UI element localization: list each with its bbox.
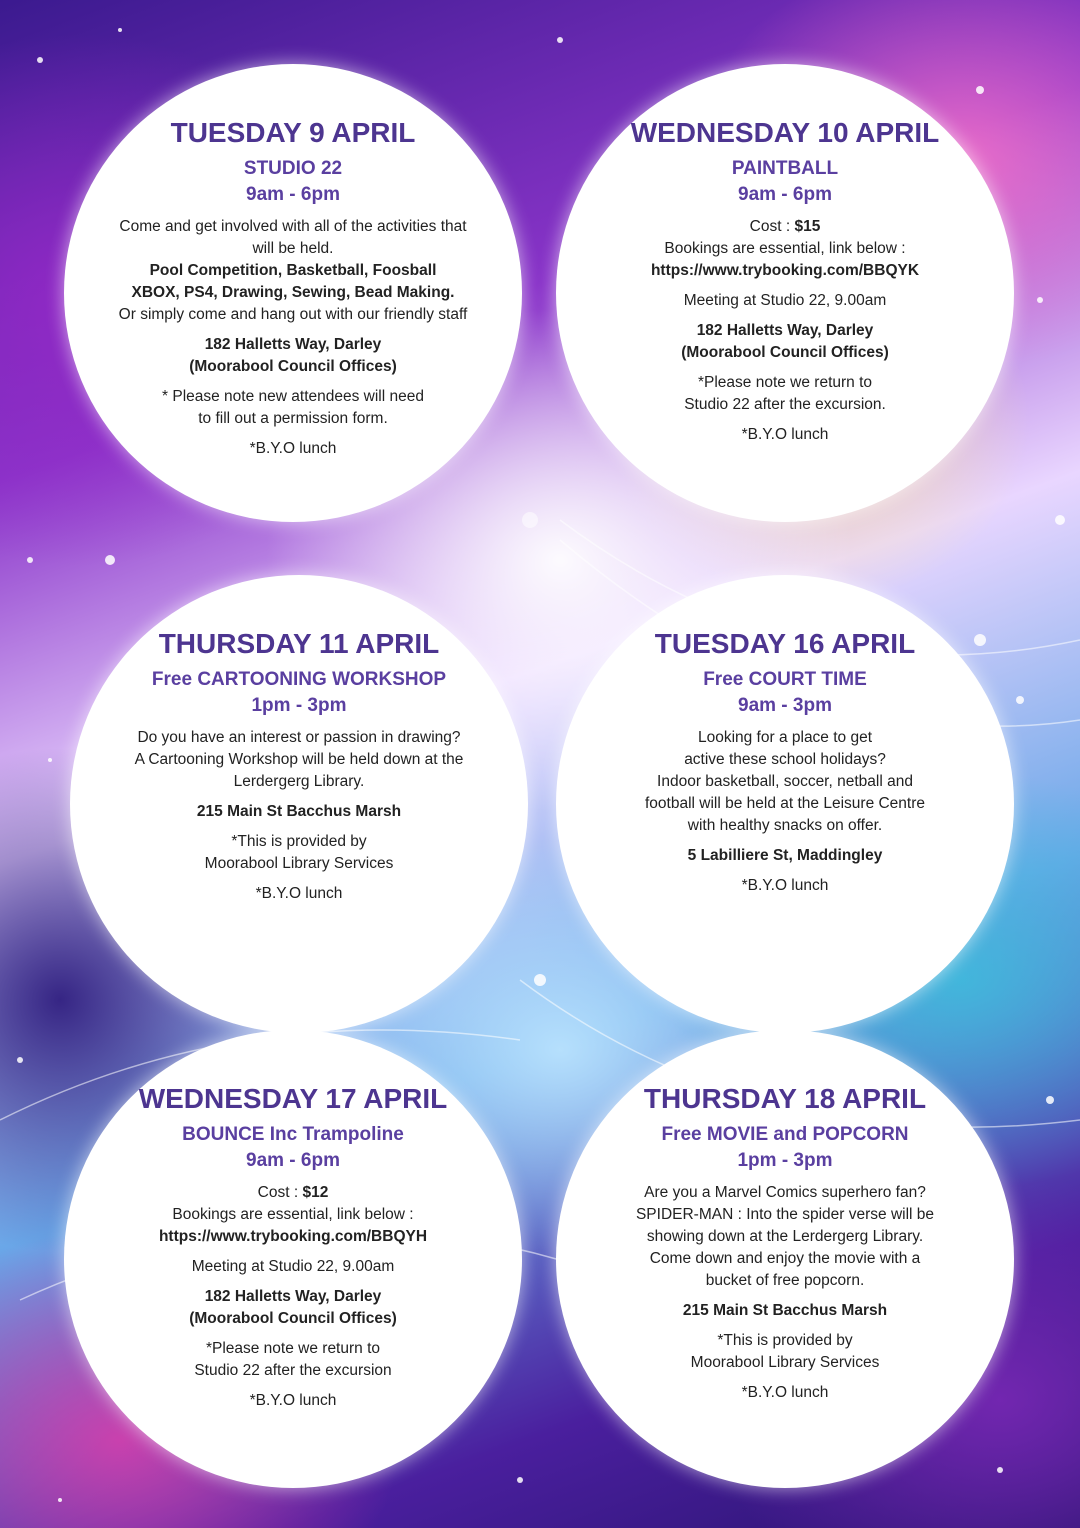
event-note bbox=[194, 1338, 391, 1382]
desc-line: showing down at the Lerdergerg Library. bbox=[646, 1228, 924, 1245]
desc-line: Or simply come and hang out with our friendly staff bbox=[118, 306, 468, 323]
event-address: 215 Main St Bacchus Marsh bbox=[682, 1302, 888, 1319]
cost-value: $12 bbox=[302, 1184, 329, 1201]
event-address bbox=[681, 320, 889, 364]
address-line: 182 Halletts Way, Darley bbox=[696, 322, 874, 339]
event-lunch: *B.Y.O lunch bbox=[255, 885, 343, 902]
event-time: 1pm - 3pm bbox=[737, 1150, 833, 1171]
event-day: THURSDAY 11 APRIL bbox=[158, 628, 440, 659]
booking-link[interactable]: https://www.trybooking.com/BBQYH bbox=[158, 1228, 428, 1245]
event-title: STUDIO 22 bbox=[243, 158, 343, 179]
desc-line: football will be held at the Leisure Centre bbox=[644, 795, 926, 812]
event-description bbox=[636, 1182, 934, 1292]
desc-line: Do you have an interest or passion in drawing? bbox=[137, 729, 461, 746]
event-lunch: *B.Y.O lunch bbox=[249, 440, 337, 457]
note-line: Studio 22 after the excursion bbox=[194, 1362, 392, 1379]
event-address: 215 Main St Bacchus Marsh bbox=[196, 803, 402, 820]
event-title: Free CARTOONING WORKSHOP bbox=[151, 669, 447, 690]
note-line: *This is provided by bbox=[231, 833, 367, 850]
event-booking bbox=[159, 1182, 427, 1248]
cost-line bbox=[159, 1182, 427, 1204]
booking-line: Bookings are essential, link below : bbox=[172, 1206, 414, 1223]
desc-line: Are you a Marvel Comics superhero fan? bbox=[644, 1184, 926, 1201]
event-note bbox=[691, 1330, 880, 1374]
note-line: to fill out a permission form. bbox=[198, 410, 388, 427]
note-line: *This is provided by bbox=[717, 1332, 853, 1349]
event-day: WEDNESDAY 17 APRIL bbox=[138, 1083, 448, 1114]
address-line: (Moorabool Council Offices) bbox=[189, 1310, 397, 1327]
event-description bbox=[135, 727, 464, 793]
event-time: 9am - 6pm bbox=[246, 1150, 340, 1171]
cost-line bbox=[651, 216, 919, 238]
booking-line: Bookings are essential, link below : bbox=[664, 240, 906, 257]
event-time: 1pm - 3pm bbox=[251, 695, 347, 716]
note-line: Studio 22 after the excursion. bbox=[684, 396, 886, 413]
event-description bbox=[119, 216, 468, 326]
event-meeting: Meeting at Studio 22, 9.00am bbox=[683, 292, 887, 309]
event-title: BOUNCE Inc Trampoline bbox=[182, 1124, 404, 1145]
event-circle-tuesday-9-april bbox=[64, 64, 522, 522]
event-circle-wednesday-17-april bbox=[64, 1030, 522, 1488]
event-day: TUESDAY 9 APRIL bbox=[170, 117, 416, 148]
desc-line: A Cartooning Workshop will be held down at the bbox=[134, 751, 464, 768]
activities-line: Pool Competition, Basketball, Foosball bbox=[149, 262, 437, 279]
event-note bbox=[205, 831, 394, 875]
event-title: Free MOVIE and POPCORN bbox=[661, 1124, 909, 1145]
note-line: *Please note we return to bbox=[697, 374, 873, 391]
event-day: WEDNESDAY 10 APRIL bbox=[630, 117, 940, 148]
note-line: * Please note new attendees will need bbox=[162, 388, 424, 405]
event-note bbox=[684, 372, 886, 416]
event-circle-tuesday-16-april bbox=[556, 575, 1014, 1033]
note-line: *Please note we return to bbox=[205, 1340, 381, 1357]
desc-line: with healthy snacks on offer. bbox=[687, 817, 883, 834]
desc-line: Come down and enjoy the movie with a bbox=[649, 1250, 921, 1267]
event-address bbox=[189, 1286, 397, 1330]
address-line: 182 Halletts Way, Darley bbox=[204, 1288, 382, 1305]
event-lunch: *B.Y.O lunch bbox=[249, 1392, 337, 1409]
event-title: Free COURT TIME bbox=[703, 669, 867, 690]
event-address bbox=[189, 334, 397, 378]
event-lunch: *B.Y.O lunch bbox=[741, 877, 829, 894]
activities-line: XBOX, PS4, Drawing, Sewing, Bead Making. bbox=[131, 284, 455, 301]
desc-line: bucket of free popcorn. bbox=[705, 1272, 865, 1289]
event-day: TUESDAY 16 APRIL bbox=[654, 628, 916, 659]
desc-line: will be held. bbox=[252, 240, 334, 257]
booking-link[interactable]: https://www.trybooking.com/BBQYK bbox=[650, 262, 920, 279]
address-line: 182 Halletts Way, Darley bbox=[204, 336, 382, 353]
event-booking bbox=[651, 216, 919, 282]
event-lunch: *B.Y.O lunch bbox=[741, 1384, 829, 1401]
event-time: 9am - 6pm bbox=[246, 184, 340, 205]
desc-line: Come and get involved with all of the activities that bbox=[119, 218, 467, 235]
note-line: Moorabool Library Services bbox=[690, 1354, 880, 1371]
address-line: (Moorabool Council Offices) bbox=[189, 358, 397, 375]
event-note bbox=[162, 386, 424, 430]
cost-label: Cost : bbox=[749, 218, 795, 235]
event-title: PAINTBALL bbox=[731, 158, 839, 179]
event-time: 9am - 3pm bbox=[738, 695, 832, 716]
event-lunch: *B.Y.O lunch bbox=[741, 426, 829, 443]
event-circle-wednesday-10-april bbox=[556, 64, 1014, 522]
desc-line: SPIDER-MAN : Into the spider verse will be bbox=[635, 1206, 935, 1223]
event-address: 5 Labilliere St, Maddingley bbox=[687, 847, 883, 864]
address-line: (Moorabool Council Offices) bbox=[681, 344, 889, 361]
event-circle-thursday-18-april bbox=[556, 1030, 1014, 1488]
event-circle-thursday-11-april bbox=[70, 575, 528, 1033]
event-day: THURSDAY 18 APRIL bbox=[643, 1083, 927, 1114]
cost-label: Cost : bbox=[257, 1184, 303, 1201]
desc-line: Lerdergerg Library. bbox=[233, 773, 365, 790]
cost-value: $15 bbox=[794, 218, 821, 235]
desc-line: Indoor basketball, soccer, netball and bbox=[657, 773, 913, 790]
desc-line: Looking for a place to get bbox=[697, 729, 873, 746]
event-time: 9am - 6pm bbox=[738, 184, 832, 205]
event-description bbox=[645, 727, 925, 837]
event-meeting: Meeting at Studio 22, 9.00am bbox=[191, 1258, 395, 1275]
desc-line: active these school holidays? bbox=[684, 751, 886, 768]
note-line: Moorabool Library Services bbox=[204, 855, 394, 872]
